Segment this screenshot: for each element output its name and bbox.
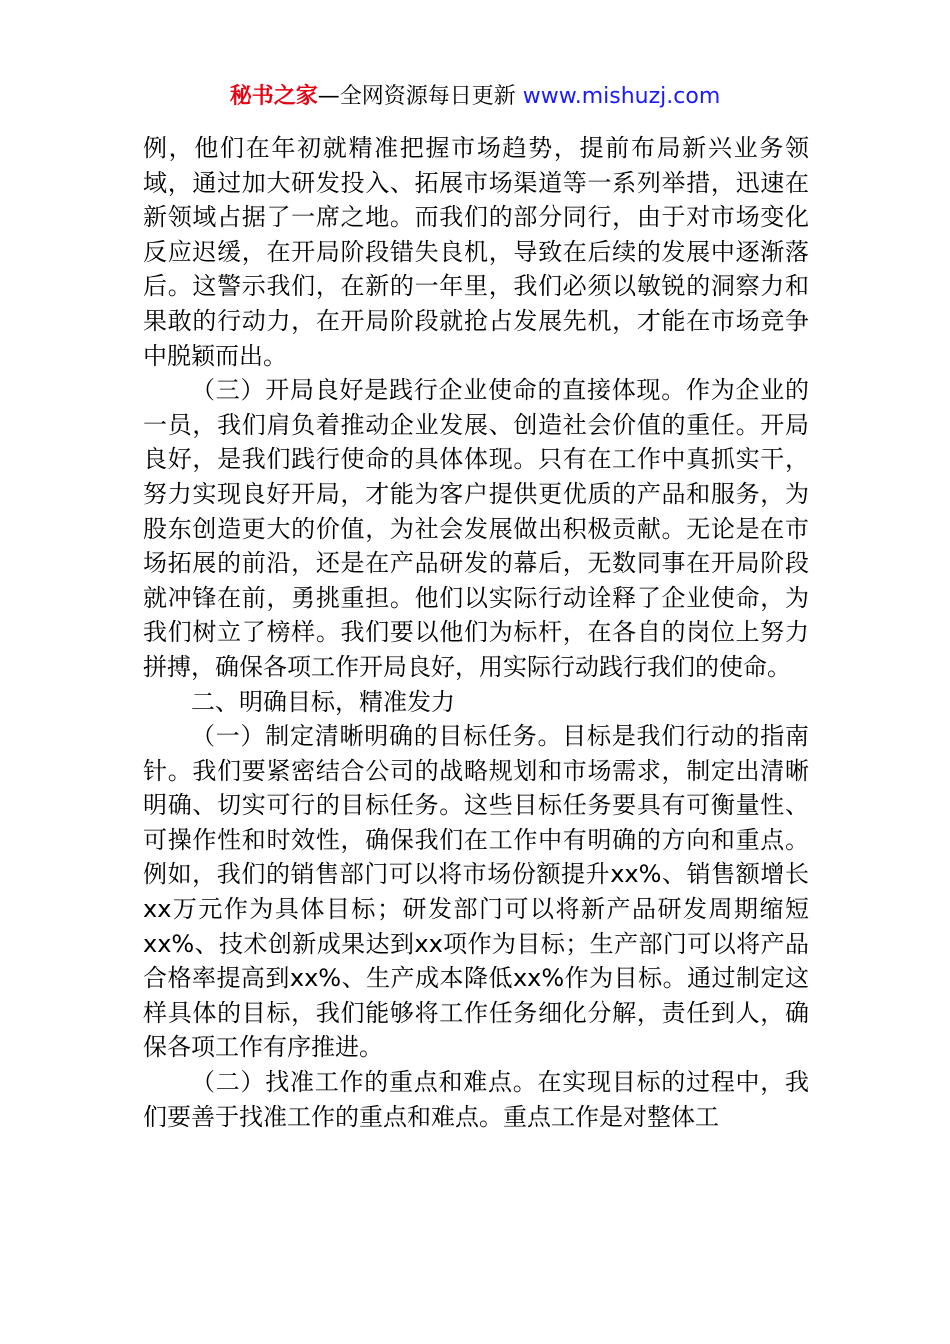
site-url-link[interactable]: www.mishuzj.com [522, 84, 721, 109]
site-tagline: —全网资源每日更新 [317, 84, 516, 109]
section-heading-2: 二、明确目标，精准发力 [191, 687, 455, 716]
paragraph-section-2-2: （二）找准工作的重点和难点。在实现目标的过程中，我们要善于找准工作的重点和难点。重点工作是对整体工 [143, 1068, 809, 1131]
site-header [0, 80, 950, 114]
paragraph-section-1-3: （三）开局良好是践行企业使命的直接体现。作为企业的一员，我们肩负着推动企业发展、创造社会价值的重任。开局良好，是我们践行使命的具体体现。只有在工作中真抓实干，努力实现良好开局，才能为客户提供更优质的产品和服务，为股东创造更大的价值，为社会发展做出积极贡献。无论是在市场拓展的前沿，还是在产品研发的幕后，无数同事在开局阶段就冲锋在前，勇挑重担。他们以实际行动诠释了企业使命，为我们树立了榜样。我们要以他们为标杆，在各自的岗位上努力拼搏，确保各项工作开局良好，用实际行动践行我们的使命。 [143, 376, 809, 681]
paragraph-continuation: 例，他们在年初就精准把握市场趋势，提前布局新兴业务领域，通过加大研发投入、拓展市场渠道等一系列举措，迅速在新领域占据了一席之地。而我们的部分同行，由于对市场变化反应迟缓，在开局阶段错失良机，导致在后续的发展中逐渐落后。这警示我们，在新的一年里，我们必须以敏锐的洞察力和果敢的行动力，在开局阶段就抢占发展先机，才能在市场竞争中脱颖而出。 [143, 134, 809, 370]
paragraph-section-2-1: （一）制定清晰明确的目标任务。目标是我们行动的指南针。我们要紧密结合公司的战略规划和市场需求，制定出清晰明确、切实可行的目标任务。这些目标任务要具有可衡量性、可操作性和时效性，确保我们在工作中有明确的方向和重点。例如，我们的销售部门可以将市场份额提升xx%、销售额增长xx万元作为具体目标；研发部门可以将新产品研发周期缩短xx%、技术创新成果达到xx项作为目标；生产部门可以将产品合格率提高到xx%、生产成本降低xx%作为目标。通过制定这样具体的目标，我们能够将工作任务细化分解，责任到人，确保各项工作有序推进。 [143, 722, 809, 1062]
site-brand: 秘书之家 [229, 84, 318, 109]
document-body [143, 131, 809, 1134]
